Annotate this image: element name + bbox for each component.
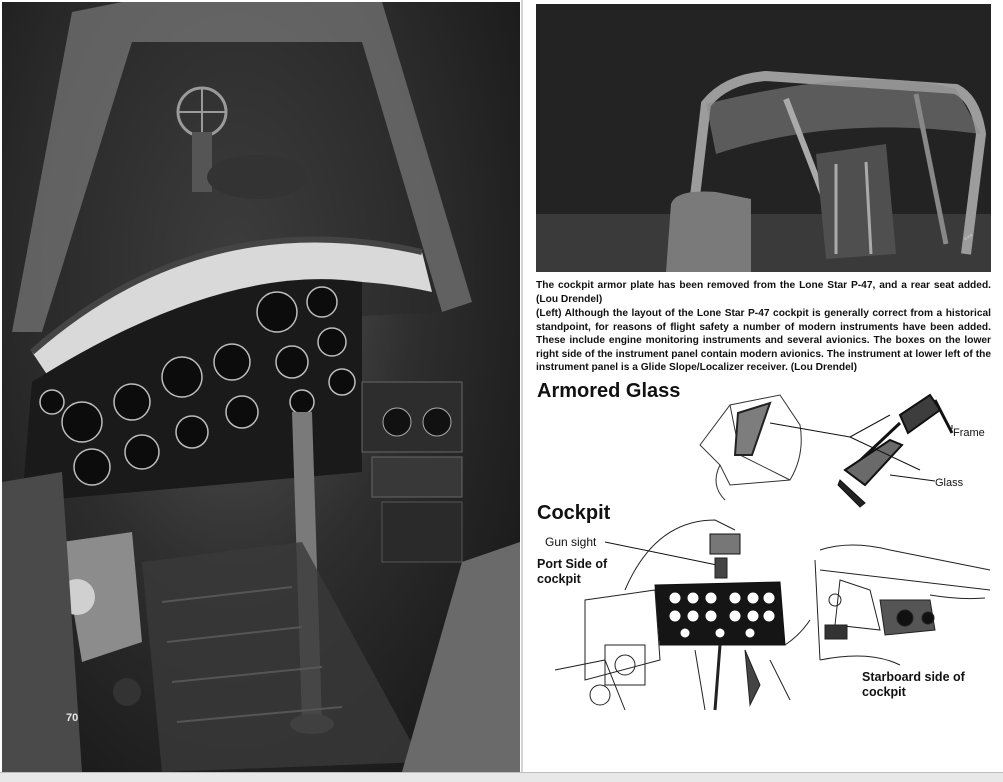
cockpit-photo-illustration (2, 2, 520, 772)
page-number: 70 (66, 712, 79, 724)
port-cockpit-diagram (545, 520, 815, 710)
canopy-rear-seat-photo (536, 4, 991, 272)
starboard-side-label: Starboard side of cockpit (862, 670, 965, 699)
starboard-cockpit-diagram (810, 540, 995, 670)
caption-armor-plate: The cockpit armor plate has been removed from the Lone Star P-47, and a rear seat added. (Lou Drendel) (536, 280, 991, 305)
page-gutter (521, 0, 523, 772)
svg-text:▪▪▪: ▪▪▪ (961, 229, 975, 244)
gun-sight-label: Gun sight (545, 535, 597, 549)
canopy-photo-illustration (536, 4, 991, 272)
armored-glass-diagram (690, 385, 990, 515)
port-side-label: Port Side of cockpit (537, 557, 608, 586)
frame-label: Frame (953, 427, 985, 439)
caption-cockpit-layout: (Left) Although the layout of the Lone Star P-47 cockpit is generally correct from a historical standpoint, for reasons of flight safety a number of modern instruments have been added. These include engine monitoring instruments and several avionics. The boxes on the lower right side of the instrument panel contain modern avionics. The instrument at lower left of the instrument panel is a Glide Slope/Localizer receiver. (Lou Drendel) (536, 308, 991, 374)
armored-glass-heading: Armored Glass (537, 380, 681, 402)
cockpit-heading: Cockpit (537, 502, 611, 524)
cockpit-interior-photo (2, 2, 520, 772)
glass-label: Glass (935, 477, 964, 489)
